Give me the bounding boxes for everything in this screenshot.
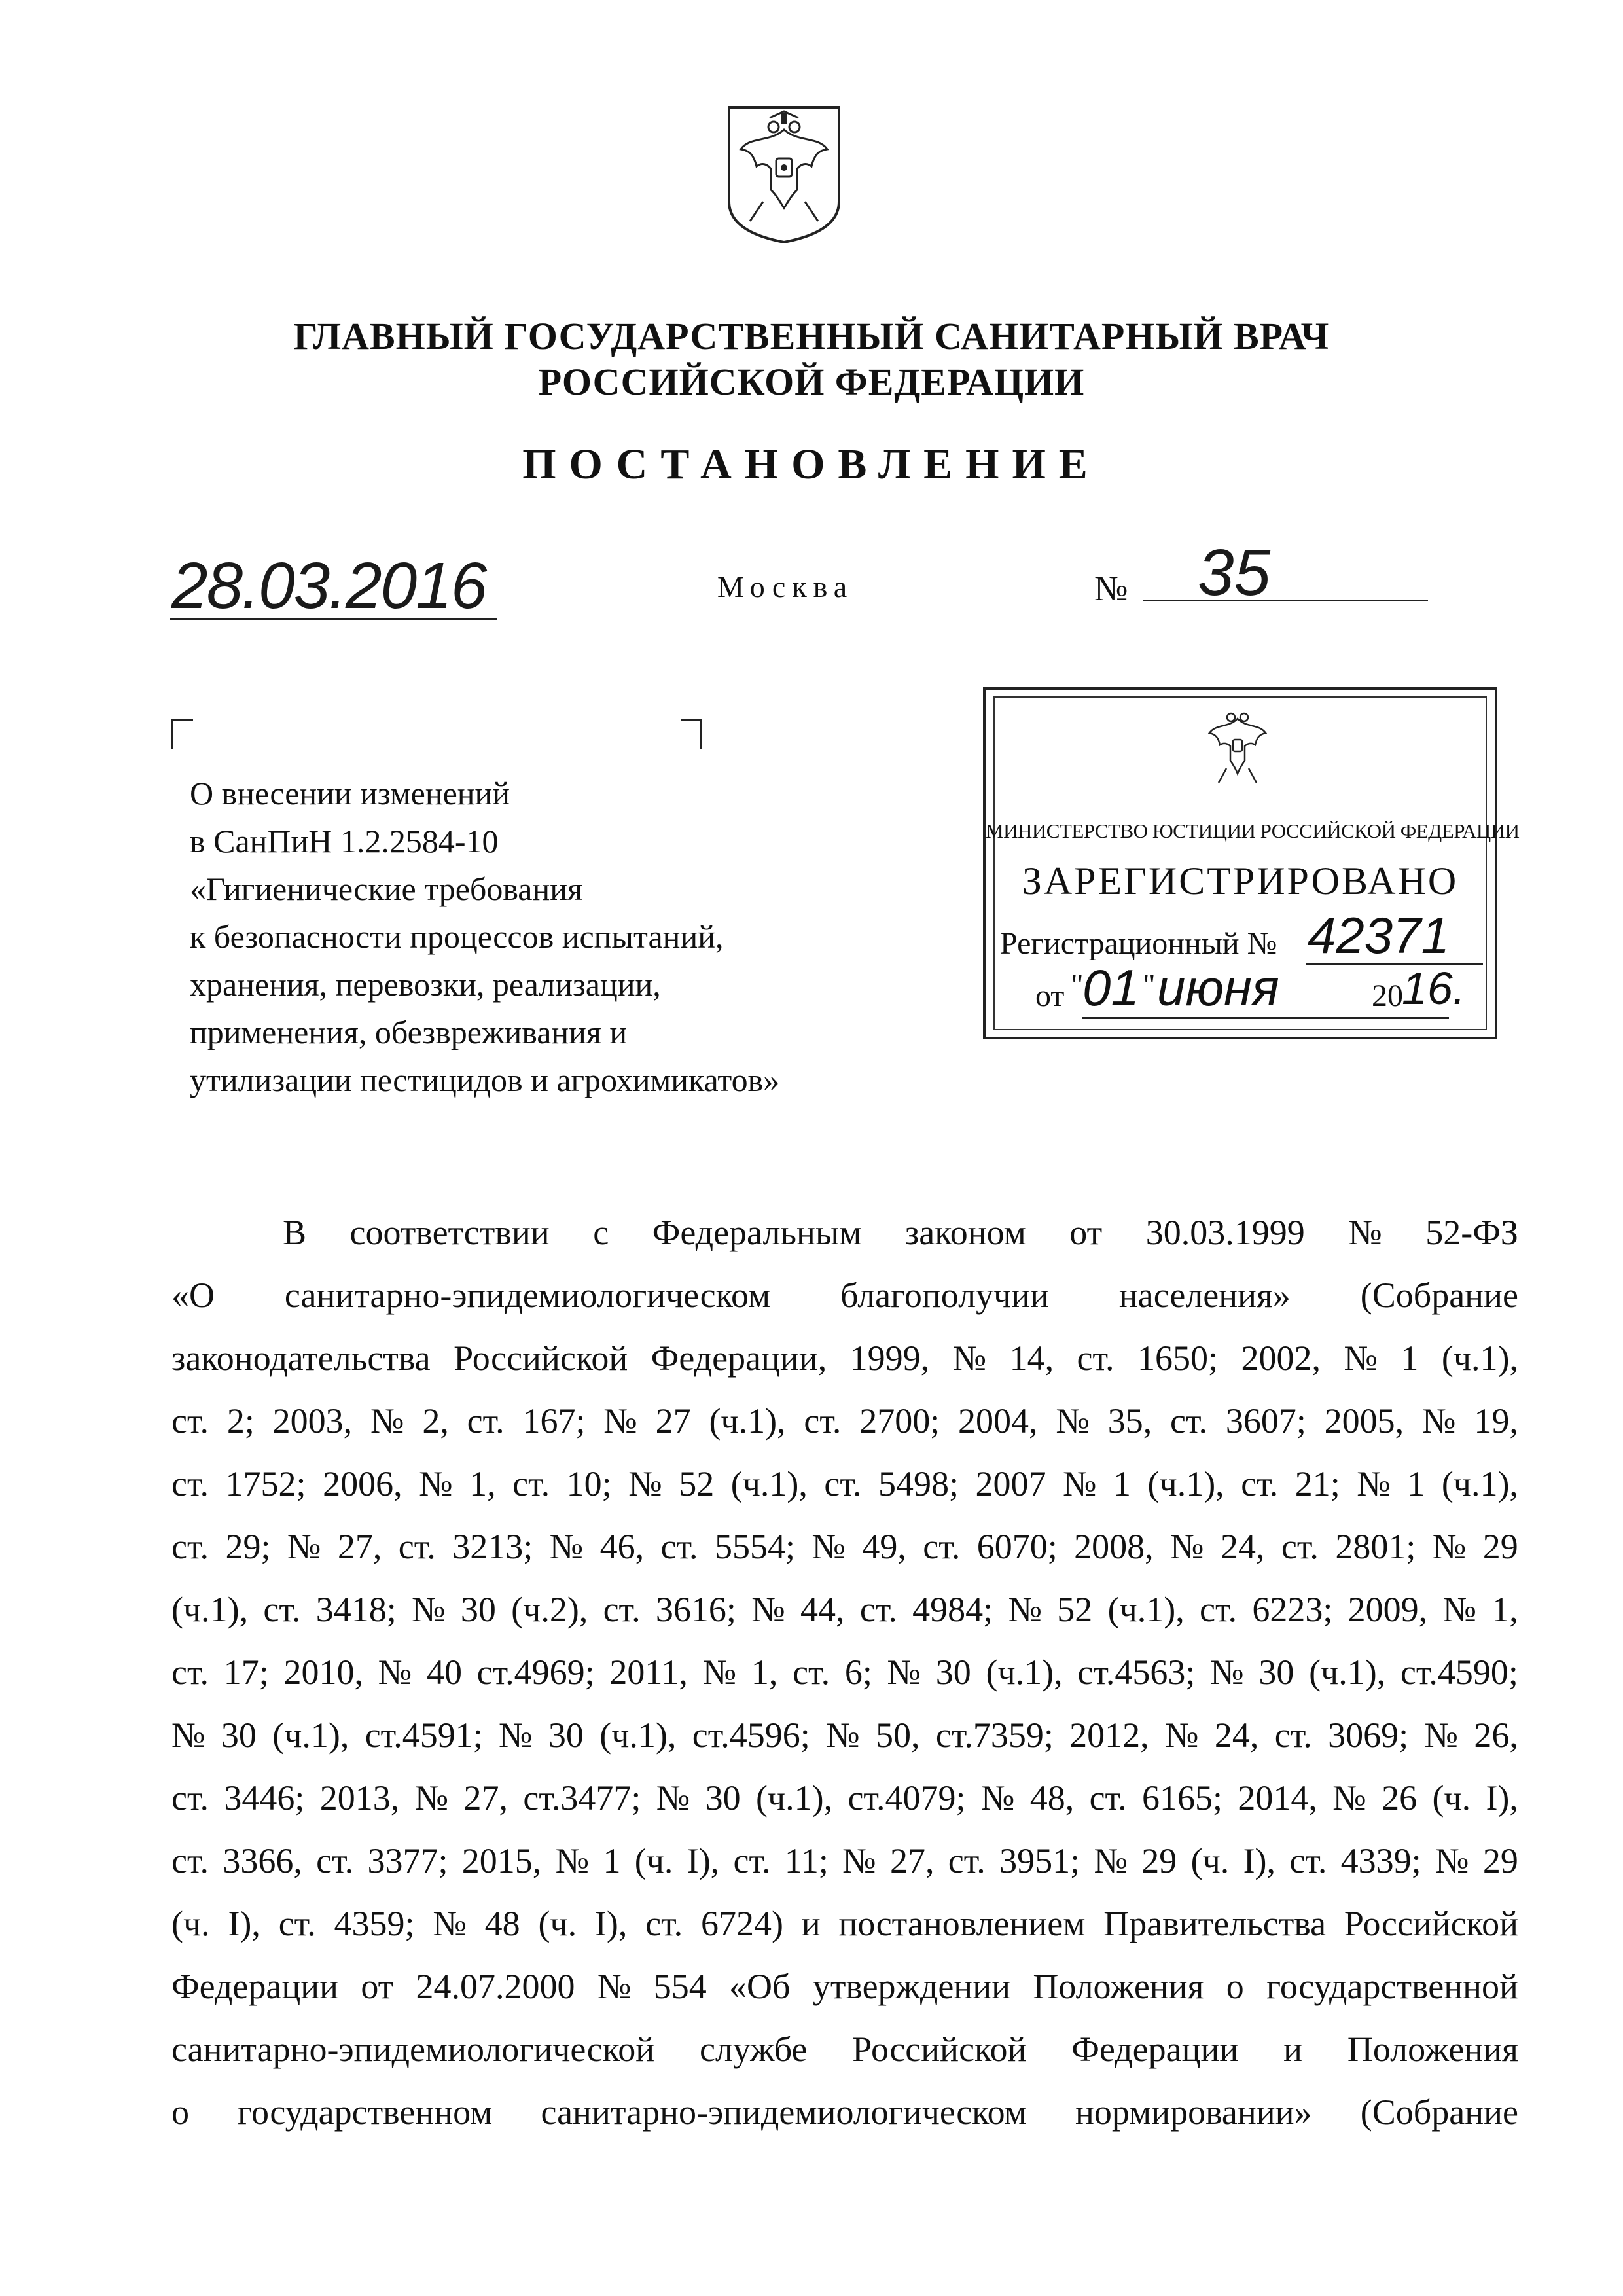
body-word: 1752;: [225, 1464, 306, 1503]
body-line: [171, 2018, 1518, 2081]
body-word: 49,: [862, 1527, 906, 1566]
body-word: 24,: [1221, 1527, 1265, 1566]
body-word: №: [751, 1590, 785, 1629]
body-word: №: [1421, 1401, 1456, 1441]
body-word: 27: [655, 1401, 691, 1441]
body-word: ст.: [948, 1841, 986, 1880]
body-word: Правительства: [1103, 1904, 1327, 1943]
body-word: (ч.1),: [755, 1778, 833, 1818]
body-word: 2010,: [283, 1653, 363, 1692]
body-word: 29: [1482, 1527, 1518, 1566]
body-word: №: [952, 1338, 987, 1378]
stamp-year-handwritten: 16.: [1402, 963, 1466, 1014]
registration-stamp: [983, 687, 1520, 1039]
body-word: государственной: [1266, 1967, 1518, 2006]
body-line: [171, 1955, 1518, 2018]
subject-line: к безопасности процессов испытаний,: [190, 918, 724, 955]
stamp-registered: ЗАРЕГИСТРИРОВАНО: [1022, 859, 1459, 903]
body-word: 1999,: [849, 1338, 930, 1378]
body-word: 1: [1407, 1464, 1425, 1503]
body-word: 27,: [463, 1778, 508, 1818]
number-label: №: [1094, 569, 1128, 608]
body-word: 52-ФЗ: [1425, 1213, 1518, 1252]
body-word: №: [499, 1715, 533, 1755]
body-word: (ч.1),: [1147, 1464, 1224, 1503]
body-word: (ч.1),: [171, 1590, 249, 1629]
body-word: №: [1062, 1464, 1097, 1503]
body-word: службе: [699, 2030, 808, 2069]
body-word: ст.: [398, 1527, 436, 1566]
body-word: о: [171, 2092, 189, 2132]
body-text: [171, 1201, 1518, 2144]
body-word: I),: [687, 1841, 720, 1880]
body-word: №: [1435, 1841, 1469, 1880]
body-word: ст.: [645, 1904, 683, 1943]
body-word: №: [656, 1778, 690, 1818]
body-word: 6165;: [1141, 1778, 1222, 1818]
body-word: (Собрание: [1360, 1276, 1518, 1315]
body-word: №: [171, 1715, 205, 1755]
body-word: 2011,: [609, 1653, 688, 1692]
body-word: ст.: [171, 1464, 209, 1503]
body-word: Федеральным: [652, 1213, 862, 1252]
body-word: (ч.: [634, 1841, 673, 1880]
body-word: №: [1357, 1464, 1391, 1503]
body-word: 3446;: [224, 1778, 305, 1818]
body-word: 1,: [751, 1653, 778, 1692]
body-word: №: [628, 1464, 662, 1503]
body-word: 10;: [566, 1464, 612, 1503]
body-word: ст.: [171, 1401, 209, 1441]
body-line: [171, 1641, 1518, 1704]
body-word: 52: [679, 1464, 715, 1503]
body-word: (ч.1),: [1107, 1590, 1185, 1629]
body-word: ст.4591;: [365, 1715, 483, 1755]
body-word: №: [1056, 1401, 1090, 1441]
body-word: 24,: [1214, 1715, 1259, 1755]
body-line: [171, 1829, 1518, 1892]
body-word: «Об: [729, 1967, 791, 2006]
body-word: №: [1344, 1338, 1378, 1378]
body-word: 2,: [422, 1401, 449, 1441]
body-word: ст.: [1170, 1401, 1208, 1441]
body-word: (ч.1),: [986, 1653, 1063, 1692]
subject-line: применения, обезвреживания и: [190, 1014, 628, 1050]
body-word: 44,: [800, 1590, 845, 1629]
body-word: ст.4969;: [476, 1653, 595, 1692]
body-word: (ч.1),: [272, 1715, 349, 1755]
body-word: 167;: [522, 1401, 586, 1441]
body-word: ст.: [1077, 1338, 1115, 1378]
body-word: государственном: [238, 2092, 493, 2132]
subject-line: хранения, перевозки, реализации,: [190, 966, 661, 1003]
body-word: ст.: [316, 1841, 354, 1880]
coat-of-arms-emblem: [724, 103, 844, 246]
number-underline: [1143, 600, 1428, 601]
body-word: №: [419, 1464, 453, 1503]
body-line: [171, 2081, 1518, 2144]
date-underline: [170, 618, 497, 620]
body-word: Федерации: [171, 1967, 339, 2006]
body-word: 1: [603, 1841, 621, 1880]
subject-line: в СанПиН 1.2.2584-10: [190, 823, 499, 859]
body-word: №: [412, 1590, 446, 1629]
body-word: 2009,: [1347, 1590, 1428, 1629]
stamp-eagle-icon: [1202, 706, 1274, 791]
body-word: санитарно-эпидемиологическом: [284, 1276, 771, 1315]
body-word: благополучии: [840, 1276, 1049, 1315]
stamp-year-printed: 20: [1372, 978, 1403, 1013]
body-word: от: [361, 1967, 394, 2006]
body-word: №: [378, 1653, 412, 1692]
body-word: 2003,: [272, 1401, 353, 1441]
body-word: №: [887, 1653, 921, 1692]
body-line: [171, 1704, 1518, 1767]
body-word: с: [593, 1213, 609, 1252]
body-word: 2007: [975, 1464, 1046, 1503]
body-word: соответствии: [349, 1213, 550, 1252]
body-word: 6070;: [976, 1527, 1058, 1566]
body-word: №: [812, 1527, 846, 1566]
body-word: №: [433, 1904, 467, 1943]
body-word: №: [555, 1841, 590, 1880]
subject-line: утилизации пестицидов и агрохимикатов»: [190, 1062, 780, 1098]
body-word: №: [1432, 1527, 1467, 1566]
body-word: законодательства: [171, 1338, 431, 1378]
body-word: ст.: [1274, 1715, 1312, 1755]
body-word: от: [1069, 1213, 1103, 1252]
body-word: (ч.1),: [730, 1464, 808, 1503]
body-word: 26,: [1474, 1715, 1518, 1755]
subject-bracket-left: [171, 719, 193, 749]
body-word: (ч.1),: [709, 1401, 786, 1441]
stamp-day: 01: [1082, 959, 1139, 1016]
subject-line: О внесении изменений: [190, 775, 510, 812]
body-word: ст.: [467, 1401, 505, 1441]
body-word: ст.: [1241, 1464, 1279, 1503]
body-word: 3377;: [367, 1841, 448, 1880]
body-word: 1: [1113, 1464, 1132, 1503]
body-word: ст.: [171, 1653, 209, 1692]
body-word: 30: [1258, 1653, 1294, 1692]
body-word: 50,: [875, 1715, 920, 1755]
body-word: №: [1094, 1841, 1128, 1880]
body-word: 4984;: [912, 1590, 993, 1629]
body-word: 5498;: [878, 1464, 959, 1503]
issuer-title-line-1: ГЛАВНЫЙ ГОСУДАРСТВЕННЫЙ САНИТАРНЫЙ ВРАЧ: [293, 315, 1330, 357]
body-word: ст.: [1289, 1841, 1327, 1880]
body-word: ст.: [1200, 1590, 1238, 1629]
body-word: 30: [705, 1778, 741, 1818]
stamp-ministry: МИНИСТЕРСТВО ЮСТИЦИИ РОССИЙСКОЙ ФЕДЕРАЦИИ: [986, 819, 1520, 842]
body-word: 3069;: [1328, 1715, 1409, 1755]
body-line: [171, 1264, 1518, 1327]
body-word: 6724): [700, 1904, 783, 1943]
body-word: 35,: [1107, 1401, 1152, 1441]
body-word: 6;: [844, 1653, 872, 1692]
body-word: ст.: [804, 1401, 842, 1441]
body-word: (Собрание: [1360, 2092, 1518, 2132]
body-word: №: [1442, 1590, 1476, 1629]
body-word: №: [702, 1653, 737, 1692]
body-word: I),: [1486, 1778, 1518, 1818]
body-word: 11;: [784, 1841, 829, 1880]
body-line: [171, 1767, 1518, 1829]
stamp-quote-close: ": [1143, 968, 1156, 1003]
body-word: 2013,: [319, 1778, 400, 1818]
body-word: (ч.: [538, 1904, 577, 1943]
body-word: №: [287, 1527, 321, 1566]
body-word: ст.4079;: [847, 1778, 966, 1818]
body-word: «О: [171, 1276, 215, 1315]
body-word: Российской: [1344, 1904, 1518, 1943]
body-word: №: [1210, 1653, 1244, 1692]
body-word: №: [1170, 1527, 1204, 1566]
body-word: ст.3477;: [523, 1778, 641, 1818]
body-word: №: [603, 1401, 637, 1441]
body-word: (ч.1),: [1441, 1464, 1518, 1503]
body-word: 2801;: [1335, 1527, 1416, 1566]
body-word: Положения: [1033, 1967, 1204, 2006]
body-word: 3366,: [223, 1841, 302, 1880]
body-word: 1,: [469, 1464, 496, 1503]
body-word: (ч.: [1432, 1778, 1471, 1818]
stamp-month: июня: [1157, 959, 1279, 1016]
body-word: ст.: [1089, 1778, 1127, 1818]
body-word: ст.: [923, 1527, 961, 1566]
body-word: №: [549, 1527, 584, 1566]
body-word: ст.4563;: [1077, 1653, 1196, 1692]
stamp-date-underline: [1082, 1017, 1449, 1019]
body-word: ст.: [824, 1464, 862, 1503]
body-word: 17;: [223, 1653, 269, 1692]
body-word: №: [826, 1715, 860, 1755]
body-word: (ч.: [171, 1904, 210, 1943]
body-word: 3607;: [1225, 1401, 1306, 1441]
body-word: №: [1424, 1715, 1458, 1755]
body-word: ст.4590;: [1400, 1653, 1518, 1692]
body-word: ст.: [733, 1841, 771, 1880]
body-word: ст.: [171, 1527, 209, 1566]
body-word: 29;: [225, 1527, 271, 1566]
body-word: 46,: [599, 1527, 645, 1566]
body-word: №: [980, 1778, 1015, 1818]
body-word: №: [1348, 1213, 1382, 1252]
body-word: (ч.1),: [1441, 1338, 1518, 1378]
body-word: 3213;: [452, 1527, 533, 1566]
body-word: 19,: [1474, 1401, 1518, 1441]
body-word: 2700;: [859, 1401, 940, 1441]
body-word: ст.: [603, 1590, 641, 1629]
body-word: №: [1008, 1590, 1042, 1629]
body-word: постановлением: [838, 1904, 1086, 1943]
body-word: (ч.1),: [1309, 1653, 1386, 1692]
body-word: 2004,: [958, 1401, 1038, 1441]
body-word: №: [597, 1967, 632, 2006]
stamp-reg-label: Регистрационный №: [1000, 926, 1277, 961]
body-word: ст.7359;: [935, 1715, 1054, 1755]
body-word: 2012,: [1069, 1715, 1149, 1755]
body-word: 2008,: [1074, 1527, 1154, 1566]
body-word: 26: [1382, 1778, 1418, 1818]
body-word: утверждении: [812, 1967, 1011, 2006]
body-word: I),: [228, 1904, 260, 1943]
document-subject: [190, 770, 910, 1104]
body-word: №: [1165, 1715, 1199, 1755]
body-word: 1: [1400, 1338, 1419, 1378]
body-line: [171, 1452, 1518, 1515]
body-word: Федерации,: [651, 1338, 827, 1378]
body-word: 3418;: [315, 1590, 397, 1629]
stamp-quote-open: ": [1071, 968, 1084, 1003]
subject-bracket-right: [681, 719, 702, 749]
body-word: и: [1283, 2030, 1303, 2069]
body-line: [171, 1327, 1518, 1390]
body-word: населения»: [1118, 1276, 1291, 1315]
issuer-title-line-2: РОССИЙСКОЙ ФЕДЕРАЦИИ: [538, 361, 1085, 403]
subject-line: «Гигиенические требования: [190, 870, 582, 907]
body-line: [171, 1515, 1518, 1578]
body-word: ст.: [512, 1464, 550, 1503]
body-line: [171, 1390, 1518, 1452]
body-word: и: [801, 1904, 821, 1943]
body-word: (ч.: [1190, 1841, 1230, 1880]
body-word: (ч.2),: [511, 1590, 588, 1629]
body-word: №: [842, 1841, 876, 1880]
document-city: Москва: [717, 570, 854, 603]
body-word: ст.: [263, 1590, 301, 1629]
body-word: ст.4596;: [692, 1715, 810, 1755]
body-word: санитарно-эпидемиологической: [171, 2030, 655, 2069]
body-word: 2014,: [1238, 1778, 1317, 1818]
body-word: санитарно-эпидемиологическом: [541, 2092, 1027, 2132]
body-word: ст.: [660, 1527, 698, 1566]
body-word: 48: [484, 1904, 520, 1943]
body-word: 3951;: [999, 1841, 1080, 1880]
body-word: В: [283, 1213, 307, 1252]
body-line: [171, 1892, 1518, 1955]
body-word: 1650;: [1137, 1338, 1219, 1378]
body-word: 30: [548, 1715, 584, 1755]
body-word: 2;: [226, 1401, 255, 1441]
body-word: 29: [1141, 1841, 1177, 1880]
body-word: нормировании»: [1075, 2092, 1312, 2132]
body-word: 554: [653, 1967, 707, 2006]
body-word: 24.07.2000: [416, 1967, 575, 2006]
stamp-reg-number: 42371: [1308, 906, 1450, 964]
body-word: 30.03.1999: [1145, 1213, 1305, 1252]
document-type-title: ПОСТАНОВЛЕНИЕ: [522, 440, 1101, 488]
stamp-from-label: от: [1035, 978, 1065, 1013]
body-word: (ч.1),: [599, 1715, 677, 1755]
body-word: ст.: [278, 1904, 316, 1943]
body-word: №: [414, 1778, 449, 1818]
body-word: 27,: [889, 1841, 935, 1880]
body-word: 4359;: [334, 1904, 415, 1943]
body-word: №: [370, 1401, 404, 1441]
body-word: ст.: [171, 1841, 209, 1880]
body-word: 1,: [1491, 1590, 1518, 1629]
body-line: [171, 1201, 1518, 1264]
body-word: 30: [460, 1590, 496, 1629]
body-word: 5554;: [714, 1527, 795, 1566]
body-word: о: [1226, 1967, 1244, 2006]
body-word: 2015,: [461, 1841, 542, 1880]
body-word: 2006,: [323, 1464, 402, 1503]
body-word: 40: [426, 1653, 462, 1692]
body-word: ст.: [1281, 1527, 1319, 1566]
body-word: 48,: [1029, 1778, 1075, 1818]
body-word: 29: [1482, 1841, 1518, 1880]
body-word: I),: [1243, 1841, 1276, 1880]
body-word: 52: [1057, 1590, 1093, 1629]
body-word: ст.: [793, 1653, 830, 1692]
body-word: 4339;: [1340, 1841, 1421, 1880]
body-line: [171, 1578, 1518, 1641]
body-word: 21;: [1294, 1464, 1340, 1503]
body-word: Федерации: [1071, 2030, 1239, 2069]
body-word: ст.: [859, 1590, 897, 1629]
document-date: 28.03.2016: [171, 549, 486, 622]
body-word: 3616;: [655, 1590, 736, 1629]
body-word: Российской: [852, 2030, 1027, 2069]
body-word: 2002,: [1241, 1338, 1321, 1378]
body-word: 30: [935, 1653, 971, 1692]
body-word: 30: [221, 1715, 257, 1755]
body-word: законом: [904, 1213, 1026, 1252]
document-number: 35: [1198, 536, 1271, 609]
body-word: ст.: [171, 1778, 209, 1818]
body-word: 14,: [1009, 1338, 1054, 1378]
body-word: 27,: [337, 1527, 382, 1566]
body-word: №: [1332, 1778, 1366, 1818]
body-word: Положения: [1347, 2030, 1518, 2069]
body-word: 6223;: [1252, 1590, 1333, 1629]
body-word: Российской: [454, 1338, 628, 1378]
body-word: I),: [594, 1904, 628, 1943]
body-word: 2005,: [1324, 1401, 1404, 1441]
